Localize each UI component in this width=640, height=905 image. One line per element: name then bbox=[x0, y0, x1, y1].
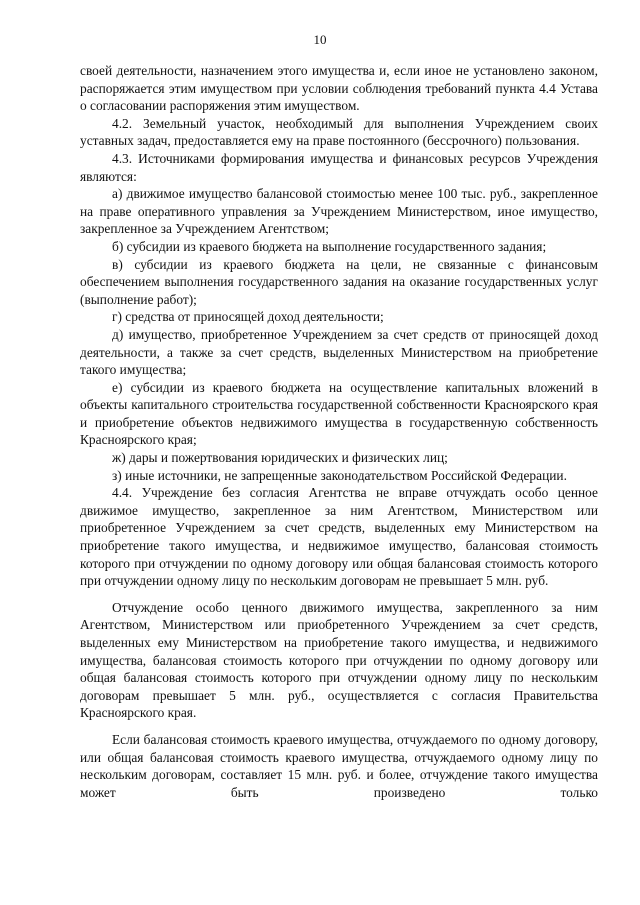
list-item-a: а) движимое имущество балансовой стоимостью менее 100 тыс. руб., закрепленное на праве оперативного управления за Учреждением Министерством, иное имущество, закрепленное за Учреждением Агентством; bbox=[80, 186, 598, 237]
list-item-b: б) субсидии из краевого бюджета на выполнение государственного задания; bbox=[112, 238, 547, 254]
paragraph-4-3: 4.3. Источниками формирования имущества и финансовых ресурсов Учреждения являются: bbox=[80, 150, 598, 184]
list-item-d: д) имущество, приобретенное Учреждением за счет средств от приносящей доход деятельности, а также за счет средств, выделенных Министерством на приобретение такого имущества; bbox=[80, 326, 598, 378]
page-number: 10 bbox=[313, 32, 327, 47]
paragraph-4-2: 4.2. Земельный участок, необходимый для выполнения Учреждением своих уставных задач, предоставляется ему на праве постоянного (бессрочного) пользования. bbox=[80, 115, 598, 149]
list-item-g: г) средства от приносящей доход деятельности; bbox=[112, 309, 384, 325]
list-item-zh: ж) дары и пожертвования юридических и физических лиц; bbox=[112, 450, 448, 466]
paragraph-4-4: 4.4. Учреждение без согласия Агентства не вправе отчуждать особо ценное движимое имущество, закрепленное за ним Агентством, Министерством или приобретенное Учреждением за счет средств, выделенных ему Министерством на приобретение такого имущества, и недвижимое имущество, балансовая стоимость которого при отчуждении по одному договору или общая балансовая стоимость которого при отчуждении одному лицу по нескольким договорам не превышает 5 млн. руб. bbox=[80, 485, 598, 589]
list-item-v: в) субсидии из краевого бюджета на цели, не связанные с финансовым обеспечением выполнения государственного задания на оказание государственных услуг (выполнение работ); bbox=[80, 256, 598, 307]
paragraph-continuation: своей деятельности, назначением этого имущества и, если иное не установлено законом, распоряжается этим имуществом при условии соблюдения требований пункта 4.4 Устава о согласовании распоряжения этим имуществом. bbox=[80, 63, 598, 114]
list-item-z: з) иные источники, не запрещенные законодательством Российской Федерации. bbox=[112, 467, 567, 483]
paragraph-alienation-consent: Отчуждение особо ценного движимого имущества, закрепленного за ним Агентством, Министерством или приобретенного Учреждением за счет средств, выделенных ему Министерством на приобретение такого имущества, и недвижимого имущества, балансовая стоимость которого при отчуждении по одному договору или общая балансовая стоимость которого при отчуждении одному лицу по нескольким договорам превышает 5 млн. руб., осуществляется с согласия Правительства Красноярского края. bbox=[80, 599, 598, 721]
document-body bbox=[80, 62, 598, 801]
paragraph-balance-value: Если балансовая стоимость краевого имущества, отчуждаемого по одному договору, или общая балансовая стоимость краевого имущества, отчуждаемого одному лицу по нескольким договорам, составляет 15 млн. руб. и более, отчуждение такого имущества может быть произведено только bbox=[80, 731, 598, 800]
list-item-e: е) субсидии из краевого бюджета на осуществление капитальных вложений в объекты капитального строительства государственной собственности Красноярского края и приобретение объектов недвижимого имущества в государственную собственность Красноярского края; bbox=[80, 379, 598, 448]
